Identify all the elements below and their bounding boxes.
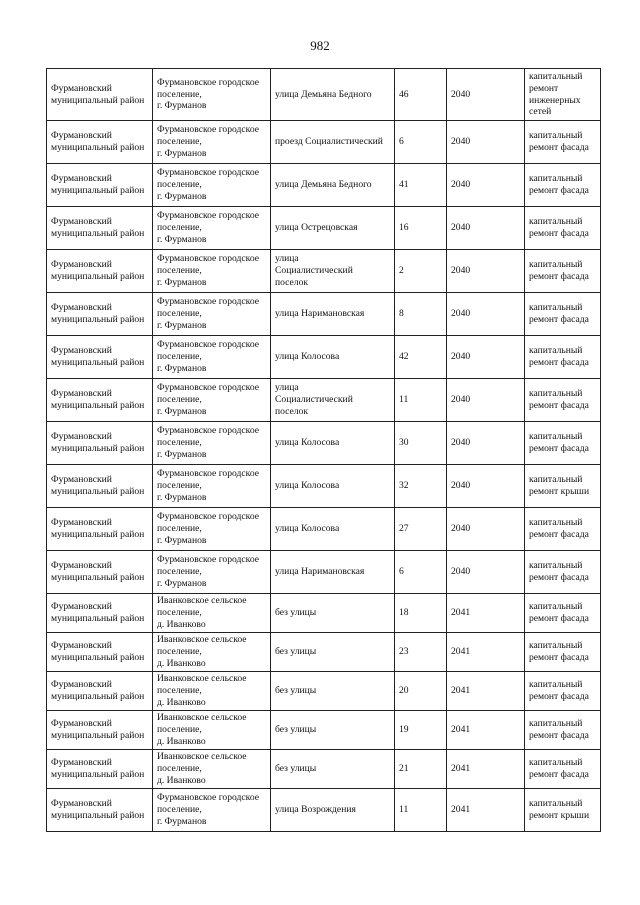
house-number-cell: 41 xyxy=(395,164,447,207)
table-row xyxy=(47,336,601,379)
house-number-cell: 32 xyxy=(395,465,447,508)
district-cell: Фурмановский муниципальный район xyxy=(47,750,153,789)
repair-type-cell: капитальный ремонт фасада xyxy=(525,250,601,293)
year-cell: 2040 xyxy=(447,465,525,508)
street-cell: без улицы xyxy=(271,750,395,789)
street-cell: улица Возрождения xyxy=(271,789,395,832)
repair-type-cell: капитальный ремонт фасада xyxy=(525,207,601,250)
district-cell: Фурмановский муниципальный район xyxy=(47,422,153,465)
district-cell: Фурмановский муниципальный район xyxy=(47,633,153,672)
year-cell: 2041 xyxy=(447,750,525,789)
repair-type-cell: капитальный ремонт фасада xyxy=(525,164,601,207)
year-cell: 2041 xyxy=(447,594,525,633)
table-row xyxy=(47,207,601,250)
repair-type-cell: капитальный ремонт фасада xyxy=(525,633,601,672)
repair-type-cell: капитальный ремонт фасада xyxy=(525,422,601,465)
repair-type-cell: капитальный ремонт фасада xyxy=(525,672,601,711)
table-body xyxy=(47,69,601,832)
settlement-cell: Фурмановское городское поселение, г. Фурманов xyxy=(153,69,271,121)
year-cell: 2040 xyxy=(447,250,525,293)
house-number-cell: 18 xyxy=(395,594,447,633)
year-cell: 2040 xyxy=(447,69,525,121)
house-number-cell: 46 xyxy=(395,69,447,121)
street-cell: без улицы xyxy=(271,672,395,711)
table-row xyxy=(47,594,601,633)
settlement-cell: Фурмановское городское поселение, г. Фурманов xyxy=(153,164,271,207)
table-row xyxy=(47,465,601,508)
street-cell: проезд Социалистический xyxy=(271,121,395,164)
house-number-cell: 42 xyxy=(395,336,447,379)
district-cell: Фурмановский муниципальный район xyxy=(47,465,153,508)
house-number-cell: 8 xyxy=(395,293,447,336)
street-cell: улица Острецовская xyxy=(271,207,395,250)
repair-type-cell: капитальный ремонт фасада xyxy=(525,121,601,164)
year-cell: 2041 xyxy=(447,672,525,711)
house-number-cell: 6 xyxy=(395,551,447,594)
table-row xyxy=(47,672,601,711)
year-cell: 2040 xyxy=(447,207,525,250)
house-number-cell: 19 xyxy=(395,711,447,750)
table-row xyxy=(47,551,601,594)
district-cell: Фурмановский муниципальный район xyxy=(47,250,153,293)
street-cell: улица Колосова xyxy=(271,422,395,465)
district-cell: Фурмановский муниципальный район xyxy=(47,711,153,750)
year-cell: 2040 xyxy=(447,379,525,422)
district-cell: Фурмановский муниципальный район xyxy=(47,594,153,633)
district-cell: Фурмановский муниципальный район xyxy=(47,672,153,711)
settlement-cell: Фурмановское городское поселение, г. Фурманов xyxy=(153,551,271,594)
street-cell: улица Социалистический поселок xyxy=(271,379,395,422)
house-number-cell: 6 xyxy=(395,121,447,164)
street-cell: улица Колосова xyxy=(271,465,395,508)
district-cell: Фурмановский муниципальный район xyxy=(47,69,153,121)
settlement-cell: Фурмановское городское поселение, г. Фурманов xyxy=(153,422,271,465)
street-cell: улица Наримановская xyxy=(271,551,395,594)
table-row xyxy=(47,164,601,207)
street-cell: без улицы xyxy=(271,633,395,672)
settlement-cell: Фурмановское городское поселение, г. Фурманов xyxy=(153,379,271,422)
house-number-cell: 30 xyxy=(395,422,447,465)
district-cell: Фурмановский муниципальный район xyxy=(47,336,153,379)
street-cell: без улицы xyxy=(271,711,395,750)
house-number-cell: 2 xyxy=(395,250,447,293)
repair-type-cell: капитальный ремонт фасада xyxy=(525,293,601,336)
repair-type-cell: капитальный ремонт фасада xyxy=(525,379,601,422)
table-row xyxy=(47,293,601,336)
year-cell: 2041 xyxy=(447,711,525,750)
district-cell: Фурмановский муниципальный район xyxy=(47,164,153,207)
year-cell: 2040 xyxy=(447,121,525,164)
house-number-cell: 21 xyxy=(395,750,447,789)
repair-type-cell: капитальный ремонт фасада xyxy=(525,551,601,594)
street-cell: улица Социалистический поселок xyxy=(271,250,395,293)
settlement-cell: Фурмановское городское поселение, г. Фурманов xyxy=(153,508,271,551)
settlement-cell: Фурмановское городское поселение, г. Фурманов xyxy=(153,789,271,832)
district-cell: Фурмановский муниципальный район xyxy=(47,508,153,551)
table-row xyxy=(47,69,601,121)
house-number-cell: 23 xyxy=(395,633,447,672)
year-cell: 2040 xyxy=(447,164,525,207)
settlement-cell: Фурмановское городское поселение, г. Фурманов xyxy=(153,250,271,293)
table-row xyxy=(47,422,601,465)
table-row xyxy=(47,508,601,551)
repair-type-cell: капитальный ремонт фасада xyxy=(525,711,601,750)
house-number-cell: 20 xyxy=(395,672,447,711)
district-cell: Фурмановский муниципальный район xyxy=(47,207,153,250)
settlement-cell: Иванковское сельское поселение, д. Иванково xyxy=(153,711,271,750)
repair-type-cell: капитальный ремонт крыши xyxy=(525,465,601,508)
year-cell: 2041 xyxy=(447,633,525,672)
house-number-cell: 16 xyxy=(395,207,447,250)
year-cell: 2040 xyxy=(447,336,525,379)
repair-type-cell: капитальный ремонт фасада xyxy=(525,594,601,633)
street-cell: улица Колосова xyxy=(271,336,395,379)
street-cell: улица Демьяна Бедного xyxy=(271,164,395,207)
table-row xyxy=(47,121,601,164)
page-number: 982 xyxy=(310,38,330,53)
year-cell: 2040 xyxy=(447,293,525,336)
repair-type-cell: капитальный ремонт инженерных сетей xyxy=(525,69,601,121)
table-row xyxy=(47,789,601,832)
settlement-cell: Фурмановское городское поселение, г. Фурманов xyxy=(153,207,271,250)
street-cell: улица Демьяна Бедного xyxy=(271,69,395,121)
settlement-cell: Фурмановское городское поселение, г. Фурманов xyxy=(153,465,271,508)
district-cell: Фурмановский муниципальный район xyxy=(47,293,153,336)
housing-repair-table xyxy=(46,68,601,832)
settlement-cell: Фурмановское городское поселение, г. Фурманов xyxy=(153,336,271,379)
year-cell: 2040 xyxy=(447,422,525,465)
table-row xyxy=(47,711,601,750)
table-row xyxy=(47,250,601,293)
settlement-cell: Фурмановское городское поселение, г. Фурманов xyxy=(153,293,271,336)
repair-type-cell: капитальный ремонт крыши xyxy=(525,789,601,832)
district-cell: Фурмановский муниципальный район xyxy=(47,789,153,832)
repair-type-cell: капитальный ремонт фасада xyxy=(525,336,601,379)
settlement-cell: Иванковское сельское поселение, д. Иванково xyxy=(153,750,271,789)
house-number-cell: 11 xyxy=(395,379,447,422)
street-cell: без улицы xyxy=(271,594,395,633)
year-cell: 2040 xyxy=(447,551,525,594)
house-number-cell: 11 xyxy=(395,789,447,832)
house-number-cell: 27 xyxy=(395,508,447,551)
district-cell: Фурмановский муниципальный район xyxy=(47,379,153,422)
street-cell: улица Колосова xyxy=(271,508,395,551)
table-row xyxy=(47,633,601,672)
table-row xyxy=(47,750,601,789)
year-cell: 2041 xyxy=(447,789,525,832)
settlement-cell: Иванковское сельское поселение, д. Иванково xyxy=(153,633,271,672)
repair-type-cell: капитальный ремонт фасада xyxy=(525,750,601,789)
settlement-cell: Фурмановское городское поселение, г. Фурманов xyxy=(153,121,271,164)
settlement-cell: Иванковское сельское поселение, д. Иванково xyxy=(153,672,271,711)
settlement-cell: Иванковское сельское поселение, д. Иванково xyxy=(153,594,271,633)
repair-type-cell: капитальный ремонт фасада xyxy=(525,508,601,551)
table-row xyxy=(47,379,601,422)
year-cell: 2040 xyxy=(447,508,525,551)
district-cell: Фурмановский муниципальный район xyxy=(47,551,153,594)
street-cell: улица Наримановская xyxy=(271,293,395,336)
district-cell: Фурмановский муниципальный район xyxy=(47,121,153,164)
